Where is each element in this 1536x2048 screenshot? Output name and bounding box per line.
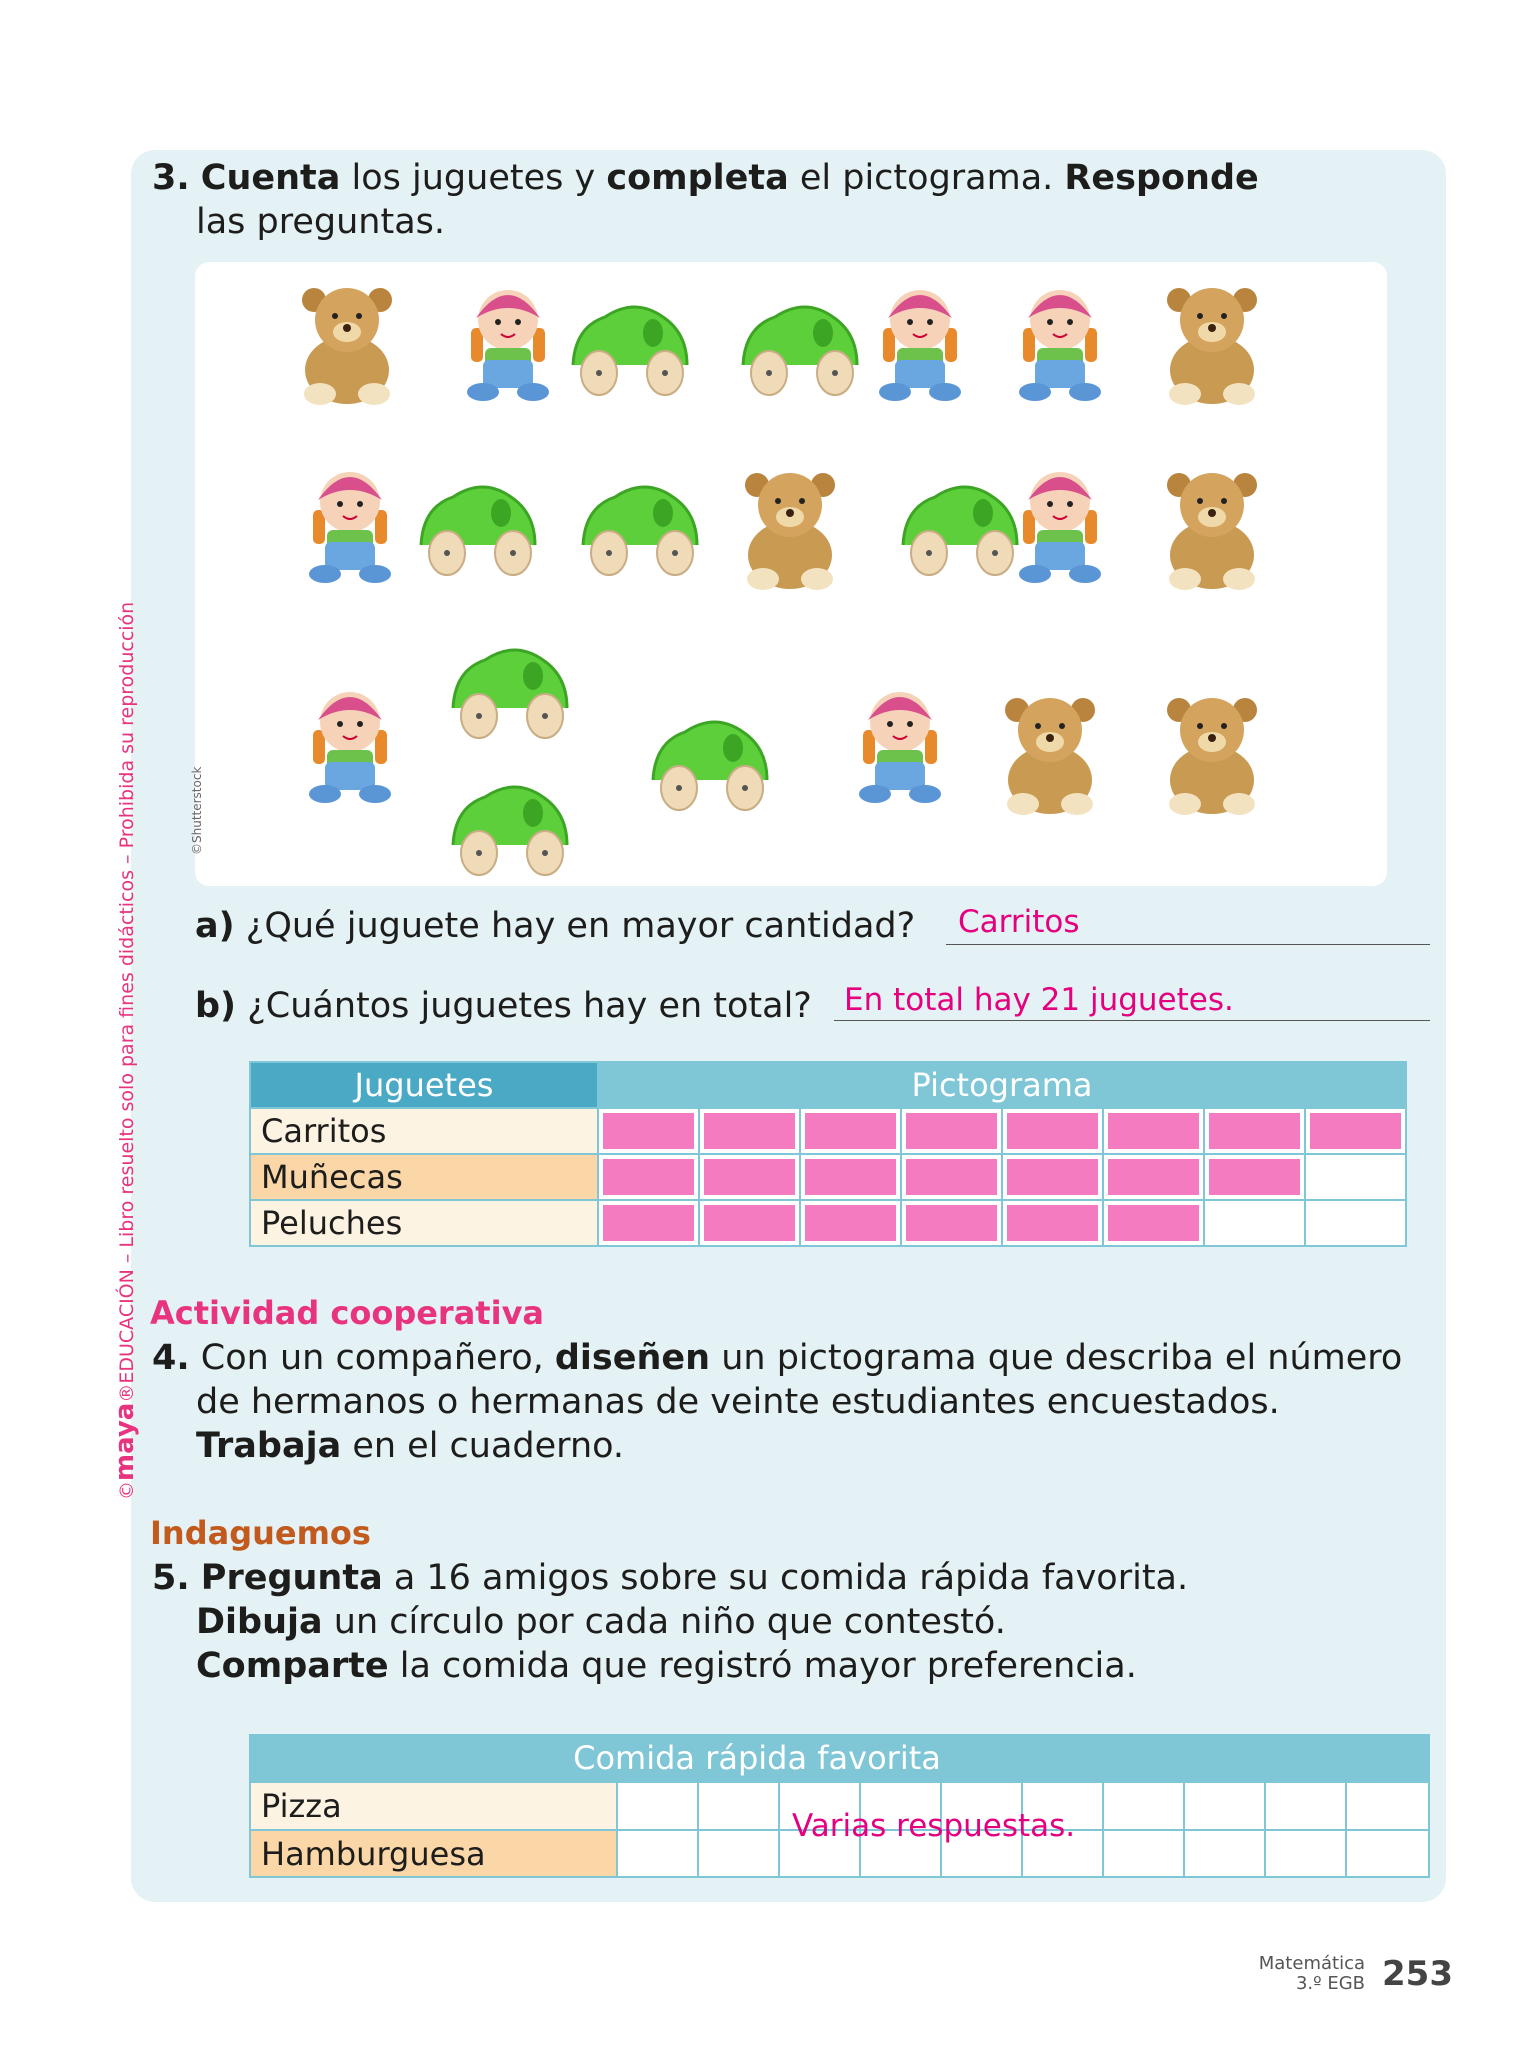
- doll-icon: [309, 472, 391, 583]
- question-5: 5. Pregunta a 16 amigos sobre su comida rápida favorita. Dibuja un círculo por cada niño que contestó. Comparte la comida que registró mayor preferencia.: [152, 1558, 1189, 1686]
- pictogram-cell[interactable]: [699, 1108, 800, 1154]
- food-table: [249, 1734, 1430, 1878]
- pictogram-cell[interactable]: [1103, 1108, 1204, 1154]
- pictogram-table: [249, 1061, 1407, 1247]
- pictogram-mark: [704, 1113, 795, 1149]
- teddy-bear-icon: [302, 288, 392, 405]
- pictogram-cell[interactable]: [598, 1108, 699, 1154]
- pictogram-cell[interactable]: [1002, 1154, 1103, 1200]
- pictogram-cell[interactable]: [1002, 1200, 1103, 1246]
- teddy-bear-icon: [1005, 698, 1095, 815]
- doll-icon: [309, 692, 391, 803]
- photo-credit: ©Shutterstock: [190, 766, 204, 855]
- pictogram-mark: [805, 1205, 896, 1241]
- pictogram-cell[interactable]: [1305, 1200, 1406, 1246]
- pictogram-cell[interactable]: [901, 1154, 1002, 1200]
- doll-icon: [1019, 472, 1101, 583]
- toy-car-icon: [903, 487, 1017, 575]
- pictogram-cell[interactable]: [1103, 1154, 1204, 1200]
- toy-car-icon: [453, 787, 567, 875]
- pictogram-mark: [603, 1159, 694, 1195]
- footer-subject: Matemática 3.º EGB: [1258, 1953, 1365, 1994]
- pictogram-mark: [603, 1205, 694, 1241]
- teddy-bear-icon: [1167, 473, 1257, 590]
- indaguemos-heading: Indaguemos: [150, 1514, 371, 1552]
- pictogram-cell[interactable]: [699, 1200, 800, 1246]
- pictogram-mark: [704, 1159, 795, 1195]
- toy-car-icon: [573, 307, 687, 395]
- pictogram-cell[interactable]: [1305, 1154, 1406, 1200]
- food-row-hamburguesa: Hamburguesa: [261, 1835, 486, 1873]
- toy-car-icon: [421, 487, 535, 575]
- pictogram-mark: [906, 1113, 997, 1149]
- header-toys: Juguetes: [250, 1062, 598, 1108]
- pictogram-mark: [906, 1159, 997, 1195]
- pictogram-mark: [1108, 1205, 1199, 1241]
- question-3: 3. Cuenta los juguetes y completa el pictograma. Responde las preguntas.: [152, 158, 1259, 242]
- page-number: 253: [1382, 1954, 1453, 1994]
- pictogram-mark: [603, 1113, 694, 1149]
- pictogram-mark: [1209, 1159, 1300, 1195]
- pictogram-mark: [906, 1205, 997, 1241]
- pictogram-cell[interactable]: [1002, 1108, 1103, 1154]
- teddy-bear-icon: [1167, 698, 1257, 815]
- pictogram-row: [250, 1200, 1406, 1246]
- pictogram-row-label: Peluches: [250, 1200, 598, 1246]
- pictogram-cell[interactable]: [800, 1200, 901, 1246]
- toy-car-icon: [743, 307, 857, 395]
- teddy-bear-icon: [745, 473, 835, 590]
- food-row-pizza: Pizza: [261, 1787, 342, 1825]
- answer-b: En total hay 21 juguetes.: [844, 982, 1234, 1018]
- pictogram-mark: [1007, 1159, 1098, 1195]
- pictogram-mark: [704, 1205, 795, 1241]
- pictogram-cell[interactable]: [800, 1108, 901, 1154]
- pictogram-mark: [1007, 1205, 1098, 1241]
- copyright-sidebar: ©maya®EDUCACIÓN – Libro resuelto solo para fines didácticos – Prohibida su reproducción: [110, 601, 140, 1500]
- question-b: b) ¿Cuántos juguetes hay en total?: [195, 986, 812, 1026]
- toy-car-icon: [653, 722, 767, 810]
- pictogram-mark: [1310, 1113, 1401, 1149]
- pictogram-mark: [1108, 1113, 1199, 1149]
- header-pictogram: Pictograma: [598, 1062, 1406, 1108]
- pictogram-cell[interactable]: [598, 1200, 699, 1246]
- doll-icon: [467, 290, 549, 401]
- pictogram-cell[interactable]: [901, 1108, 1002, 1154]
- teddy-bear-icon: [1167, 288, 1257, 405]
- doll-icon: [859, 692, 941, 803]
- toys-illustration: [195, 262, 1387, 886]
- pictogram-cell[interactable]: [699, 1154, 800, 1200]
- pictogram-mark: [805, 1113, 896, 1149]
- toy-car-icon: [583, 487, 697, 575]
- pictogram-cell[interactable]: [1103, 1200, 1204, 1246]
- toy-car-icon: [453, 650, 567, 738]
- question-a: a) ¿Qué juguete hay en mayor cantidad?: [195, 906, 916, 946]
- pictogram-mark: [1108, 1159, 1199, 1195]
- pictogram-row: [250, 1154, 1406, 1200]
- doll-icon: [1019, 290, 1101, 401]
- pictogram-mark: [1209, 1113, 1300, 1149]
- pictogram-cell[interactable]: [1204, 1108, 1305, 1154]
- pictogram-cell[interactable]: [1305, 1108, 1406, 1154]
- cooperative-heading: Actividad cooperativa: [150, 1294, 545, 1332]
- pictogram-cell[interactable]: [901, 1200, 1002, 1246]
- question-4: 4. Con un compañero, diseñen un pictograma que describa el número de hermanos o hermanas de veinte estudiantes encuestados. Trabaja en el cuaderno.: [152, 1338, 1403, 1466]
- food-header: Comida rápida favorita: [573, 1739, 941, 1777]
- doll-icon: [879, 290, 961, 401]
- answer-a: Carritos: [958, 904, 1080, 940]
- pictogram-row-label: Carritos: [250, 1108, 598, 1154]
- pictogram-row-label: Muñecas: [250, 1154, 598, 1200]
- food-answer: Varias respuestas.: [792, 1808, 1076, 1844]
- pictogram-row: [250, 1108, 1406, 1154]
- pictogram-cell[interactable]: [598, 1154, 699, 1200]
- pictogram-cell[interactable]: [1204, 1154, 1305, 1200]
- pictogram-mark: [805, 1159, 896, 1195]
- toys-photo: [195, 262, 1387, 886]
- pictogram-cell[interactable]: [1204, 1200, 1305, 1246]
- pictogram-mark: [1007, 1113, 1098, 1149]
- pictogram-cell[interactable]: [800, 1154, 901, 1200]
